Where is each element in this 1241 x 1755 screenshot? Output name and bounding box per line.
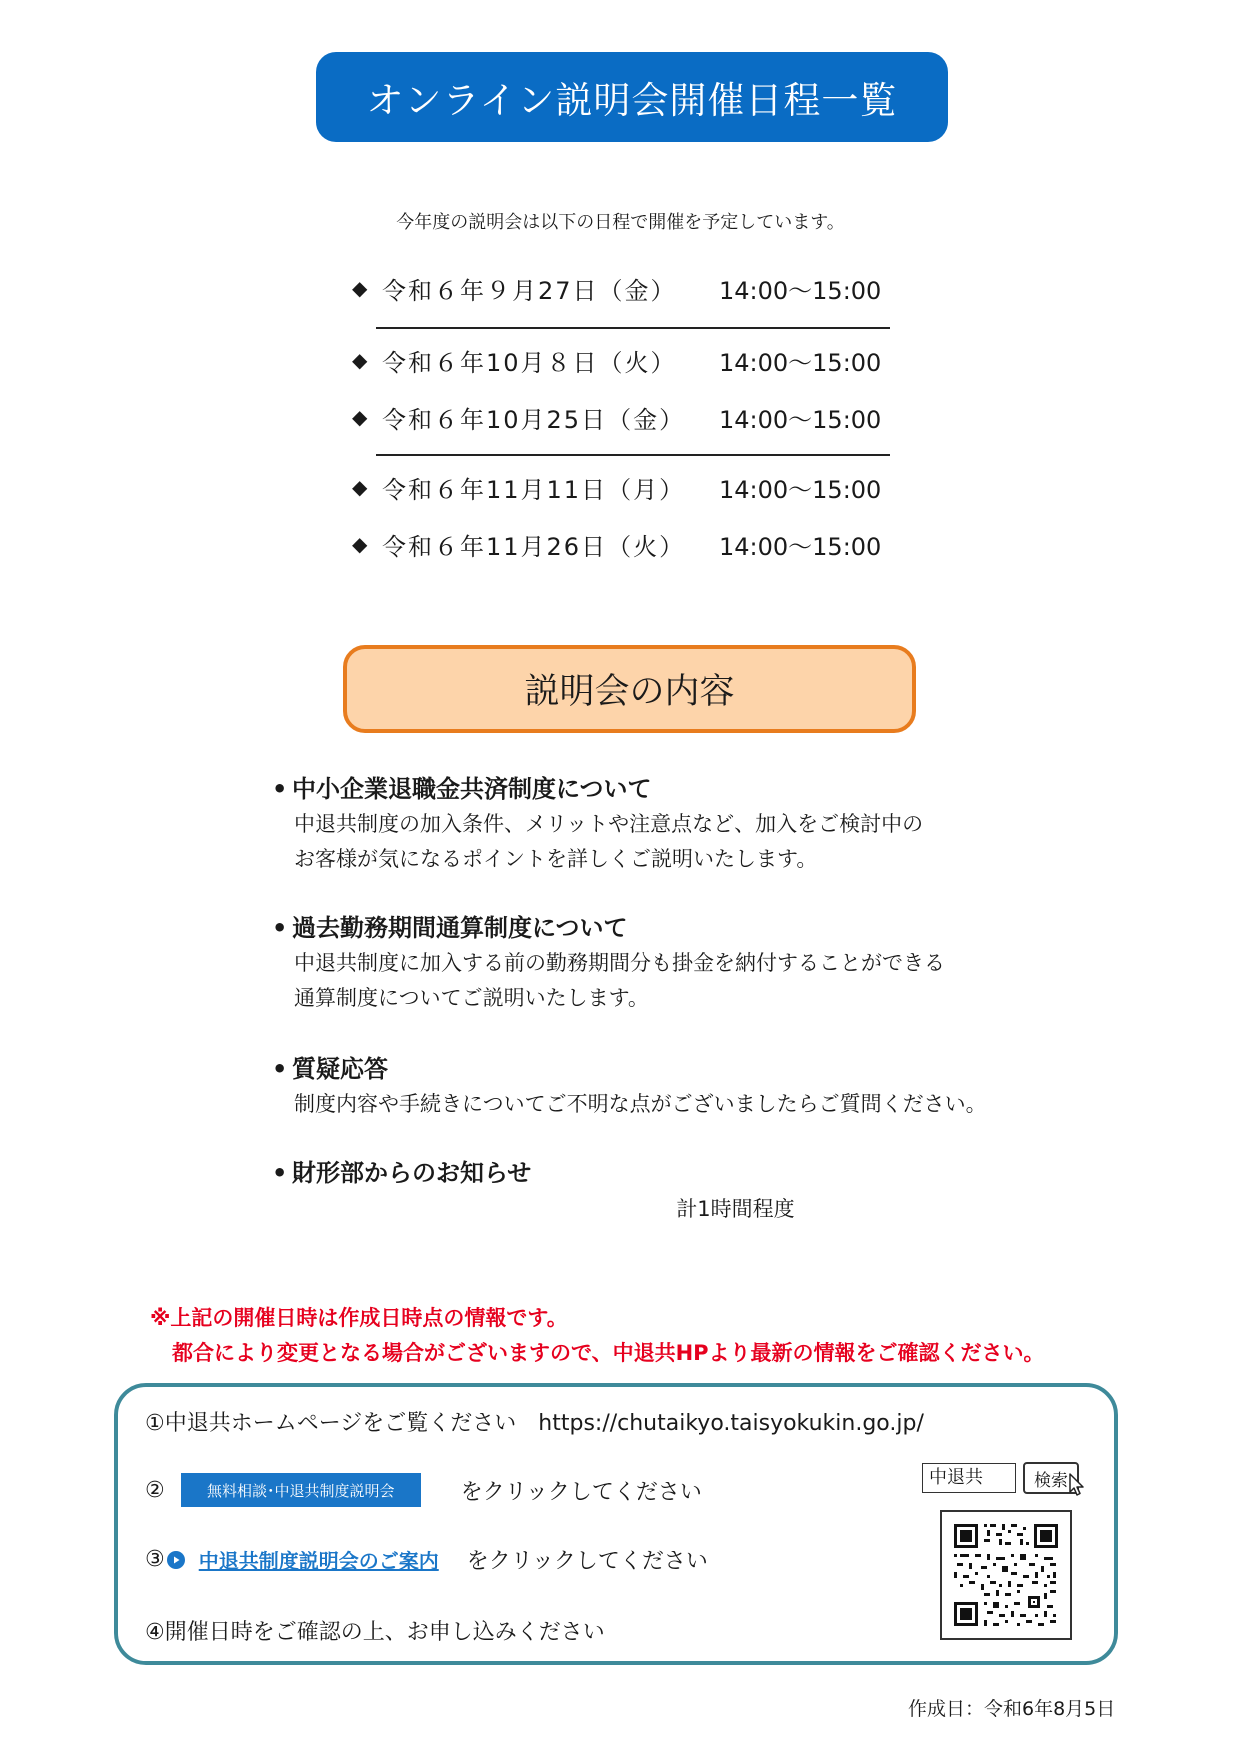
schedule-date: 令和６年10月25日（金）	[382, 405, 686, 434]
step-2-suffix: をクリックしてください	[460, 1479, 702, 1505]
schedule-row	[352, 340, 912, 380]
divider	[376, 454, 890, 456]
schedule-time: 14:00～15:00	[719, 348, 882, 377]
content-section	[272, 1155, 1072, 1191]
step-3-suffix: をクリックしてください	[466, 1549, 708, 1574]
step-3	[145, 1544, 708, 1575]
total-time: 計1時間程度	[676, 1197, 795, 1221]
qr-code-icon	[942, 1512, 1070, 1638]
section-heading: 質疑応答	[292, 1055, 388, 1083]
schedule-time: 14:00～15:00	[719, 405, 882, 434]
content-section	[272, 771, 1072, 877]
diamond-bullet-icon: ◆	[352, 405, 368, 429]
pointer-cursor-icon	[1066, 1472, 1088, 1500]
free-consultation-button[interactable]: 無料相談･中退共制度説明会	[181, 1473, 421, 1507]
schedule-row	[352, 467, 912, 507]
section-line: 制度内容や手続きについてご不明な点がございましたらご質問ください。	[294, 1092, 987, 1116]
play-icon	[167, 1551, 185, 1569]
section-line: 中退共制度の加入条件、メリットや注意点など、加入をご検討中の	[294, 812, 924, 836]
schedule-row	[352, 397, 912, 437]
schedule-date: 令和６年11月26日（火）	[382, 532, 686, 561]
content-section	[272, 910, 1072, 1016]
diamond-bullet-icon: ◆	[352, 475, 368, 499]
bullet-dot: •	[272, 775, 288, 803]
content-section	[272, 1051, 1072, 1122]
schedule-date: 令和６年９月27日（金）	[382, 276, 677, 305]
search-input[interactable]: 中退共	[922, 1463, 1016, 1493]
section-body	[272, 946, 1072, 1016]
schedule-row	[352, 524, 912, 564]
step-4	[145, 1615, 605, 1646]
page-title: オンライン説明会開催日程一覧	[316, 52, 948, 142]
step-2	[145, 1473, 702, 1507]
bullet-dot: •	[272, 1055, 288, 1083]
qr-code[interactable]	[940, 1510, 1072, 1640]
bullet-dot: •	[272, 1159, 288, 1187]
diamond-bullet-icon: ◆	[352, 348, 368, 372]
intro-text: 今年度の説明会は以下の日程で開催を予定しています。	[396, 212, 845, 233]
section-body	[272, 1087, 1072, 1122]
step-4-text: ④開催日時をご確認の上、お申し込みください	[145, 1620, 605, 1645]
schedule-row	[352, 268, 912, 308]
search-button[interactable]: 検索	[1023, 1462, 1079, 1494]
section-heading: 中小企業退職金共済制度について	[292, 775, 652, 803]
schedule-time: 14:00～15:00	[719, 276, 882, 305]
bullet-dot: •	[272, 914, 288, 942]
step-3-number: ③	[145, 1547, 165, 1572]
diamond-bullet-icon: ◆	[352, 276, 368, 300]
section-heading: 財形部からのお知らせ	[292, 1159, 532, 1187]
diamond-bullet-icon: ◆	[352, 532, 368, 556]
step-1-text: ①中退共ホームページをご覧ください https://chutaikyo.taisyokukin.go.jp/	[145, 1411, 924, 1436]
section-heading: 過去勤務期間通算制度について	[292, 914, 628, 942]
schedule-time: 14:00～15:00	[719, 475, 882, 504]
content-title: 説明会の内容	[343, 645, 916, 733]
step-2-number: ②	[145, 1477, 165, 1503]
created-date: 作成日：令和6年8月5日	[908, 1698, 1116, 1720]
section-line: 通算制度についてご説明いたします。	[294, 986, 649, 1010]
schedule-date: 令和６年11月11日（月）	[382, 475, 686, 504]
step-1	[145, 1406, 924, 1437]
notice-line-2: 都合により変更となる場合がございますので、中退共HPより最新の情報をご確認ください。	[172, 1341, 1045, 1365]
divider	[376, 327, 890, 329]
section-body	[272, 807, 1072, 877]
seminar-guide-link[interactable]: 中退共制度説明会のご案内	[198, 1549, 439, 1573]
schedule-date: 令和６年10月８日（火）	[382, 348, 677, 377]
schedule-time: 14:00～15:00	[719, 532, 882, 561]
section-line: お客様が気になるポイントを詳しくご説明いたします。	[294, 847, 818, 871]
section-line: 中退共制度に加入する前の勤務期間分も掛金を納付することができる	[294, 951, 945, 975]
notice-line-1: ※上記の開催日時は作成日時点の情報です。	[150, 1306, 568, 1330]
